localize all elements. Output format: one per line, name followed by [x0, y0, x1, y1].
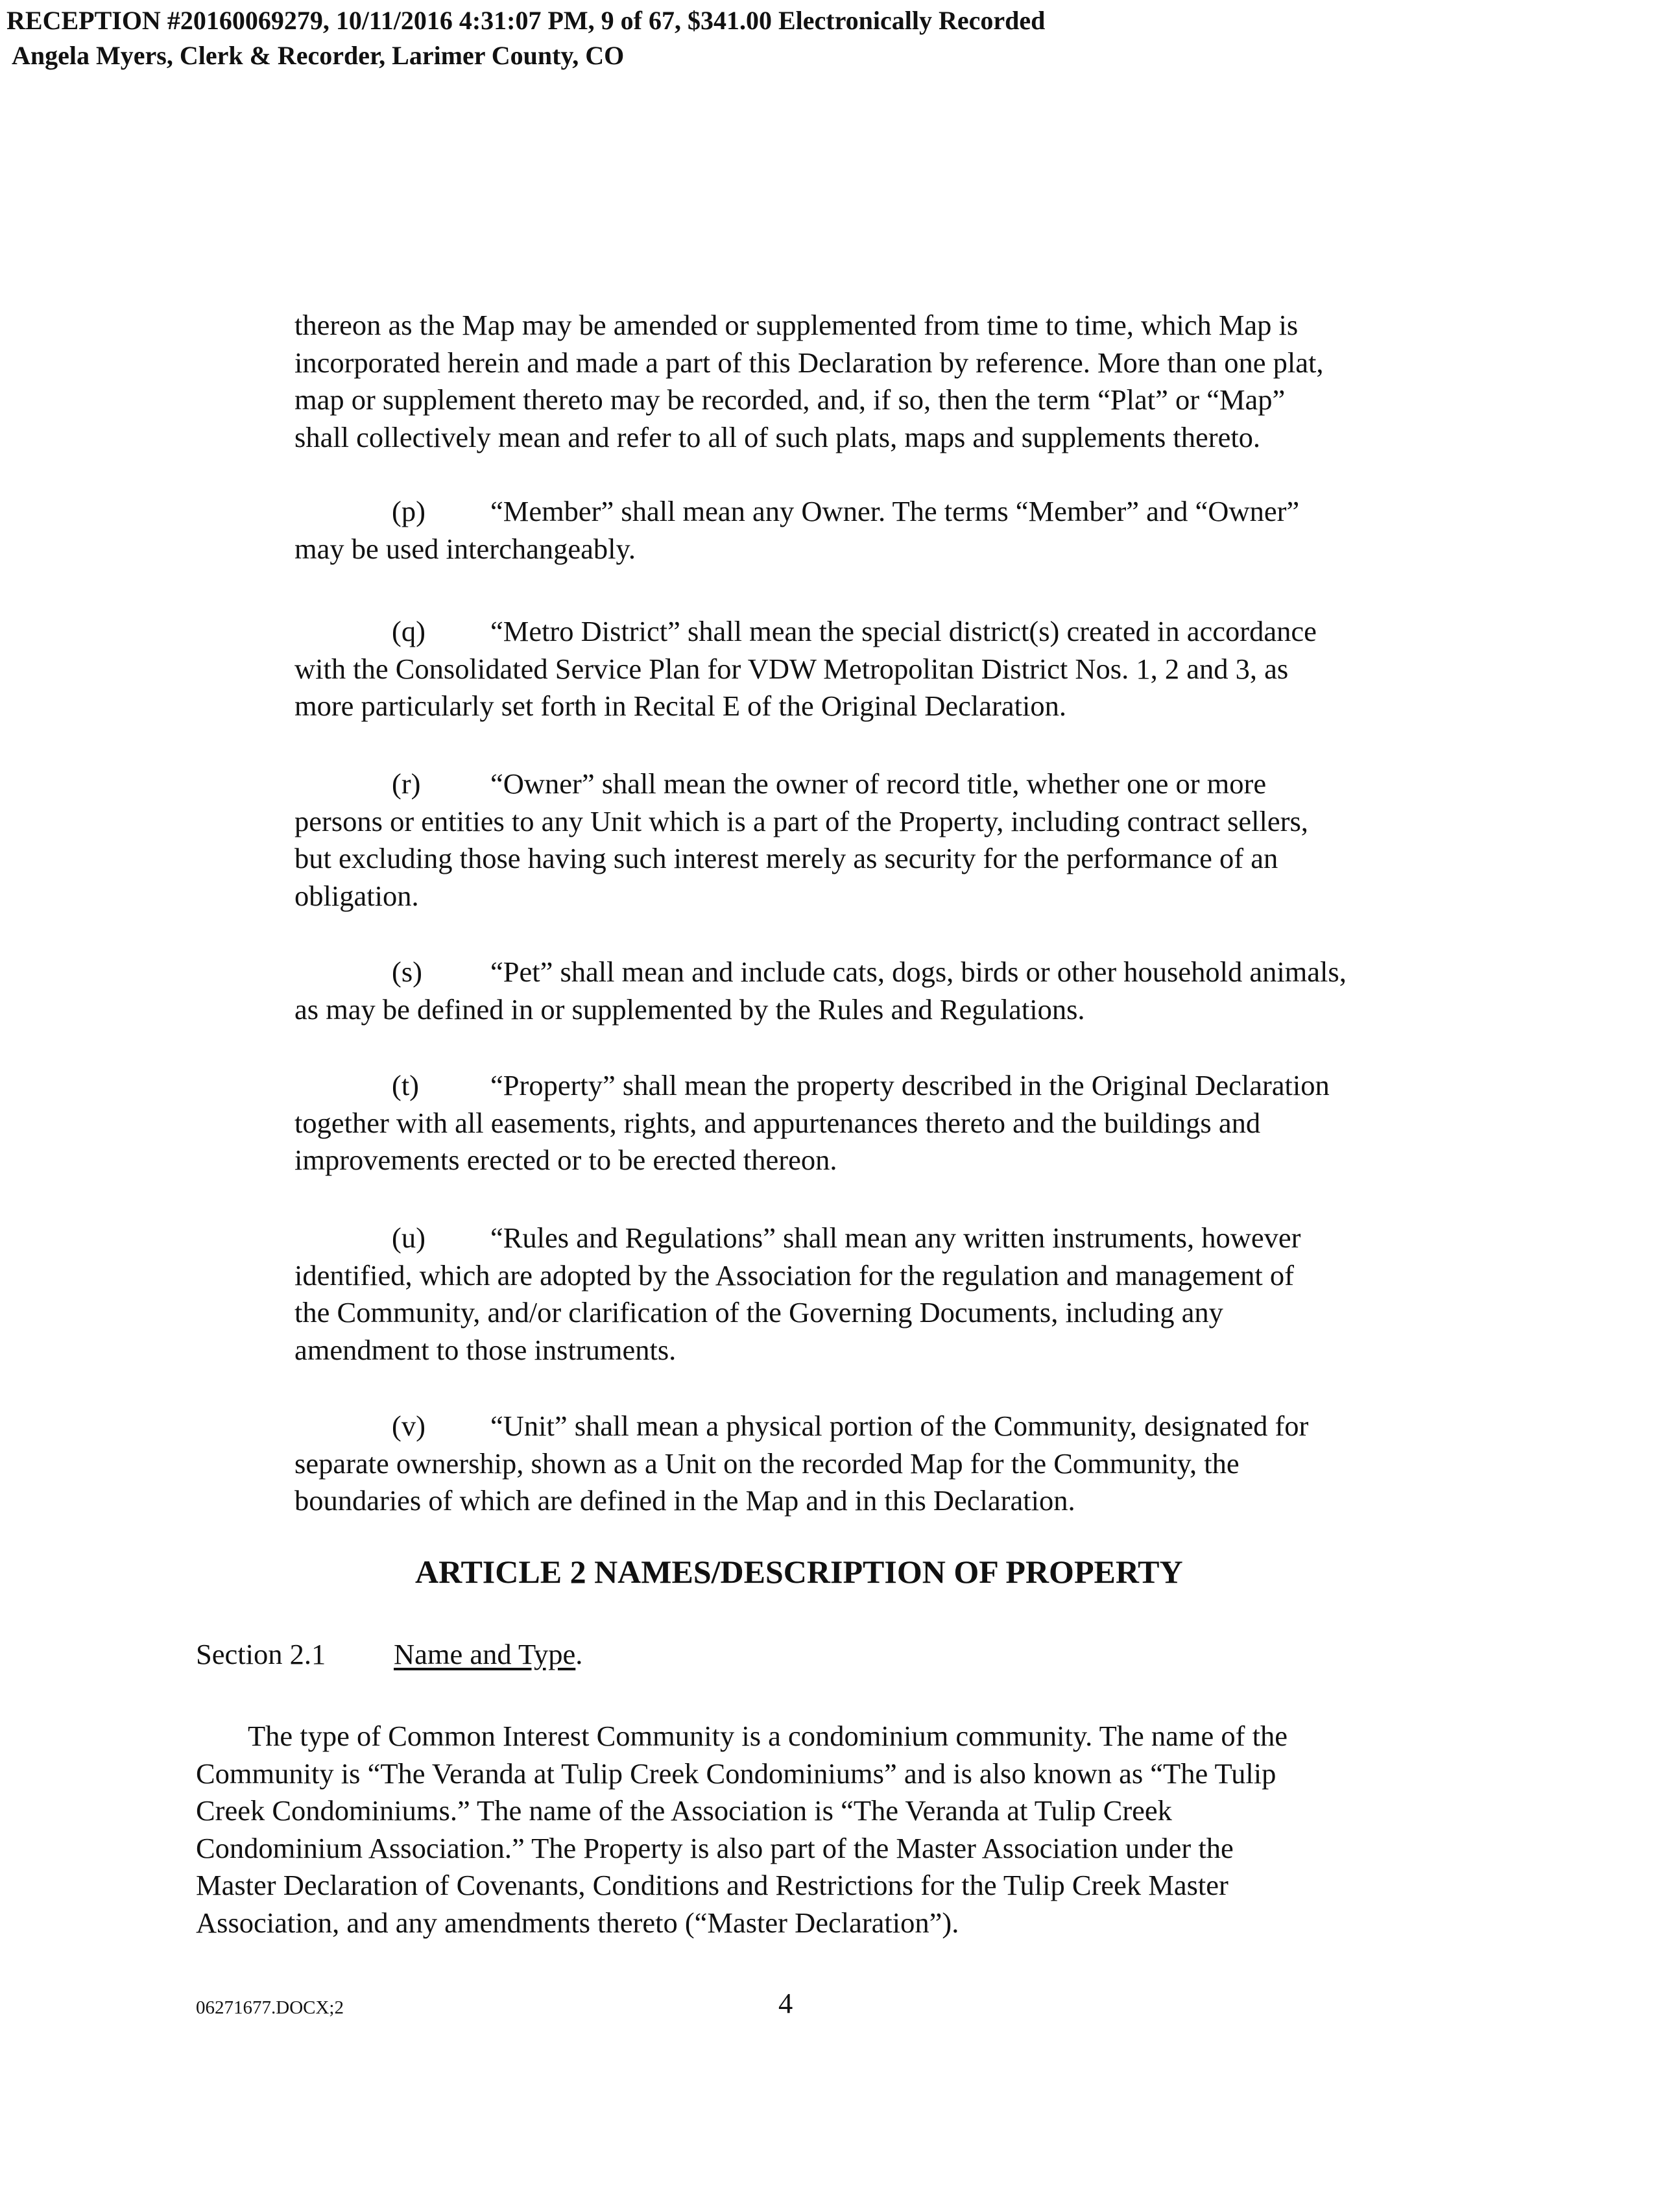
definition-label: (v) — [392, 1410, 425, 1442]
definition-text: “Metro District” shall mean the special district(s) created in accordance — [490, 615, 1317, 647]
definition-label: (p) — [392, 495, 425, 527]
intro-paragraph — [294, 307, 1488, 456]
article-heading: ARTICLE 2 NAMES/DESCRIPTION OF PROPERTY — [415, 1554, 1183, 1590]
definition-text: the Community, and/or clarification of the Governing Documents, including any — [294, 1296, 1223, 1328]
definition-metro-district — [294, 613, 1488, 725]
definition-rules-and-regulations — [294, 1220, 1488, 1369]
definition-label: (q) — [392, 615, 425, 647]
definition-text: as may be defined in or supplemented by the Rules and Regulations. — [294, 992, 1085, 1026]
definition-member — [294, 493, 1488, 568]
name-and-type-paragraph — [196, 1718, 1493, 1942]
paragraph-line: Master Declaration of Covenants, Conditions and Restrictions for the Tulip Creek Master — [196, 1869, 1229, 1901]
recording-stamp-line-2: Angela Myers, Clerk & Recorder, Larimer County, CO — [12, 41, 625, 70]
definition-text: “Member” shall mean any Owner. The terms “Member” and “Owner” — [490, 495, 1300, 527]
definition-text: more particularly set forth in Recital E of the Original Declaration. — [294, 690, 1066, 722]
footer-document-id: 06271677.DOCX;2 — [196, 1997, 344, 2018]
definition-text: amendment to those instruments. — [294, 1333, 677, 1366]
definition-label: (u) — [392, 1221, 425, 1254]
definition-pet — [294, 954, 1488, 1028]
section-heading — [196, 1636, 582, 1673]
paragraph-line: Community is “The Veranda at Tulip Creek Condominiums” and is also known as “The Tulip — [196, 1757, 1276, 1790]
definition-text: boundaries of which are defined in the Map and in this Declaration. — [294, 1484, 1075, 1517]
definition-text: “Owner” shall mean the owner of record title, whether one or more — [490, 767, 1267, 800]
definition-text: separate ownership, shown as a Unit on the recorded Map for the Community, the — [294, 1447, 1240, 1480]
definition-text: “Pet” shall mean and include cats, dogs, birds or other household animals, — [490, 956, 1347, 988]
section-title: Name and Type — [394, 1638, 576, 1670]
paragraph-line: thereon as the Map may be amended or supplemented from time to time, which Map is — [294, 309, 1299, 341]
page-number: 4 — [778, 1987, 793, 2019]
definition-text: persons or entities to any Unit which is a part of the Property, including contract sellers, — [294, 804, 1308, 837]
definition-text: may be used interchangeably. — [294, 532, 636, 565]
definition-text: with the Consolidated Service Plan for VDW Metropolitan District Nos. 1, 2 and 3, as — [294, 652, 1289, 685]
paragraph-line: incorporated herein and made a part of this Declaration by reference. More than one plat, — [294, 346, 1324, 379]
definition-text: together with all easements, rights, and appurtenances thereto and the buildings and — [294, 1106, 1261, 1139]
definition-label: (r) — [392, 767, 421, 800]
definition-label: (s) — [392, 956, 422, 988]
definition-label: (t) — [392, 1069, 420, 1101]
definition-text: obligation. — [294, 879, 419, 912]
paragraph-line: Condominium Association.” The Property is also part of the Master Association under the — [196, 1831, 1234, 1864]
definition-property — [294, 1067, 1488, 1179]
paragraph-line: map or supplement thereto may be recorded, and, if so, then the term “Plat” or “Map” — [294, 383, 1286, 416]
definition-text: identified, which are adopted by the Association for the regulation and management of — [294, 1258, 1294, 1292]
section-title-suffix: . — [575, 1638, 583, 1670]
definition-text: “Unit” shall mean a physical portion of the Community, designated for — [490, 1410, 1309, 1442]
paragraph-line: Creek Condominiums.” The name of the Association is “The Veranda at Tulip Creek — [196, 1794, 1172, 1827]
definition-text: “Property” shall mean the property described in the Original Declaration — [490, 1069, 1330, 1101]
paragraph-line: shall collectively mean and refer to all of such plats, maps and supplements thereto. — [294, 420, 1261, 453]
paragraph-line: The type of Common Interest Community is a condominium community. The name of the — [248, 1720, 1288, 1752]
definition-unit — [294, 1408, 1488, 1520]
recording-stamp-line-1: RECEPTION #20160069279, 10/11/2016 4:31:07 PM, 9 of 67, $341.00 Electronically Recorded — [6, 6, 1046, 35]
paragraph-line: Association, and any amendments thereto (“Master Declaration”). — [196, 1906, 959, 1939]
definition-owner — [294, 765, 1488, 915]
definition-text: improvements erected or to be erected thereon. — [294, 1144, 837, 1176]
section-number: Section 2.1 — [196, 1638, 326, 1670]
definition-text: “Rules and Regulations” shall mean any written instruments, however — [490, 1221, 1301, 1254]
definition-text: but excluding those having such interest merely as security for the performance of an — [294, 842, 1278, 874]
